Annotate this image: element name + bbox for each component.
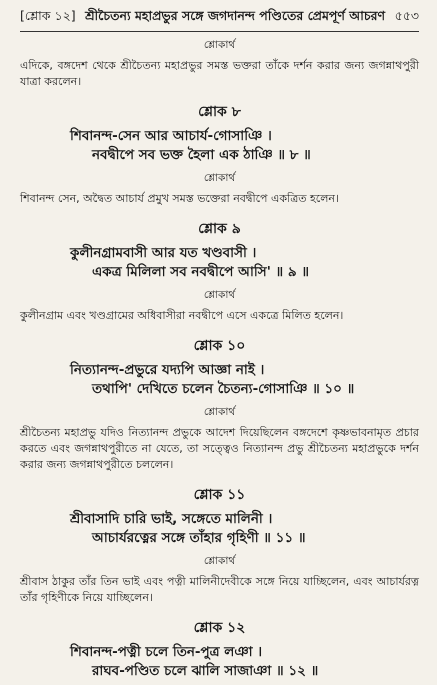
page-header	[20, 8, 419, 32]
translation-paragraph: শ্রীচৈতন্য মহাপ্রভু যদিও নিত্যানন্দ প্রভুকে আদেশ দিয়েছিলেন বঙ্গদেশে কৃষ্ণভাবনামৃত প্রচার করতে এবং জগন্নাথপুরীতে না যেতে, তা সত্ত্বেও নিত্যানন্দ প্রভু শ্রীচৈতন্য মহাপ্রভুকে দর্শন করার জন্য জগন্নাথপুরীতে চললেন।	[20, 426, 419, 471]
translation-label: শ্লোকার্থ	[203, 406, 236, 418]
translation-paragraph: কুলীনগ্রাম এবং খণ্ডগ্রামের অধিবাসীরা নবদ্বীপে এসে একত্রে মিলিত হলেন।	[20, 309, 344, 322]
verse-line: একত্র মিলিলা সব নবদ্বীপে আসি' ॥ ৯ ॥	[92, 264, 309, 280]
verse-line: তথাপি' দেখিতে চলেন চৈতন্য-গোসাঞি ॥ ১০ ॥	[92, 381, 355, 397]
verse-block	[20, 244, 419, 282]
verse-line: শিবানন্দ-পত্নী চলে তিন-পুত্র লঞা ।	[70, 644, 263, 660]
verse-heading: শ্লোক ১১	[193, 487, 246, 503]
verse-line: শ্রীবাসাদি চারি ভাই, সঙ্গেতে মালিনী ।	[70, 511, 273, 527]
verse-line: নিত্যানন্দ-প্রভুরে যদ্যপি আজ্ঞা নাই ।	[70, 362, 265, 378]
verse-line: কুলীনগ্রামবাসী আর যত খণ্ডবাসী ।	[70, 245, 257, 261]
verse-heading: শ্লোক ৯	[198, 221, 241, 237]
verse-block	[20, 361, 419, 399]
header-page-number: ৫৫৩	[394, 8, 419, 23]
translation-paragraph: শিবানন্দ সেন, অদ্বৈত আচার্য প্রমুখ সমস্ত ভক্তেরা নবদ্বীপে একত্রিত হলেন।	[20, 192, 339, 205]
verse-line: নবদ্বীপে সব ভক্ত হৈলা এক ঠাঞি ॥ ৮ ॥	[92, 147, 311, 163]
verse-block	[20, 127, 419, 165]
verse-heading: শ্লোক ১২	[193, 620, 246, 636]
translation-paragraph: শ্রীবাস ঠাকুর তাঁর তিন ভাই এবং পত্নী মালিনীদেবীকে সঙ্গে নিয়ে যাচ্ছিলেন, এবং আচার্যরত্ন তাঁর গৃহিণীকে নিয়ে যাচ্ছিলেন।	[20, 575, 419, 604]
header-verse-ref: [শ্লোক ১২]	[20, 8, 76, 23]
verse-heading: শ্লোক ১০	[193, 338, 246, 354]
verse-block	[20, 643, 419, 681]
translation-label: শ্লোকার্থ	[203, 172, 236, 184]
verse-block	[20, 510, 419, 548]
translation-label: শ্লোকার্থ	[203, 555, 236, 567]
translation-label: শ্লোকার্থ	[203, 289, 236, 301]
verse-line: আচার্যরত্নের সঙ্গে তাঁহার গৃহিণী ॥ ১১ ॥	[92, 530, 306, 546]
verse-line: শিবানন্দ-সেন আর আচার্য-গোসাঞি ।	[70, 128, 272, 144]
header-chapter-title: শ্রীচৈতন্য মহাপ্রভুর সঙ্গে জগদানন্দ পণ্ডিতের প্রেমপূর্ণ আচরণ	[85, 8, 386, 23]
translation-label: শ্লোকার্থ	[203, 39, 236, 51]
verse-line: রাঘব-পণ্ডিত চলে ঝালি সাজাঞা ॥ ১২ ॥	[92, 663, 319, 679]
verse-heading: শ্লোক ৮	[198, 104, 241, 120]
translation-paragraph: এদিকে, বঙ্গদেশ থেকে শ্রীচৈতন্য মহাপ্রভুর সমস্ত ভক্তরা তাঁকে দর্শন করার জন্য জগন্নাথপুরী যাত্রা করলেন।	[20, 59, 419, 88]
